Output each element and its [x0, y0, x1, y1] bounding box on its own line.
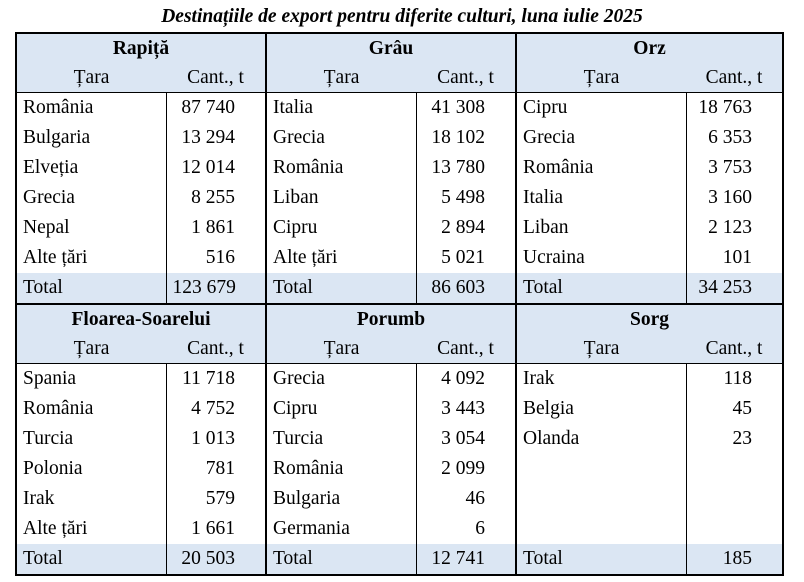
country-cell: România [16, 93, 166, 124]
country-cell: Olanda [516, 424, 686, 454]
total-label: Total [516, 273, 686, 304]
crop-name-cell: Sorg [516, 304, 783, 335]
table-row [16, 454, 783, 484]
quantity-cell: 4 752 [166, 394, 266, 424]
table-row [16, 243, 783, 273]
quantity-cell: 3 054 [416, 424, 516, 454]
country-cell: Germania [266, 514, 416, 544]
total-label: Total [16, 273, 166, 304]
quantity-cell: 2 099 [416, 454, 516, 484]
total-label: Total [16, 544, 166, 575]
total-row [16, 544, 783, 575]
quantity-cell: 5 498 [416, 183, 516, 213]
table-row [16, 123, 783, 153]
country-cell: Turcia [16, 424, 166, 454]
total-value: 20 503 [166, 544, 266, 575]
country-cell: Elveția [16, 153, 166, 183]
country-cell: Belgia [516, 394, 686, 424]
country-header: Țara [16, 335, 166, 364]
country-cell: Bulgaria [266, 484, 416, 514]
country-header: Țara [516, 335, 686, 364]
quantity-cell: 12 014 [166, 153, 266, 183]
quantity-cell: 3 753 [686, 153, 783, 183]
country-cell: Grecia [266, 364, 416, 395]
total-value: 12 741 [416, 544, 516, 575]
country-cell: România [266, 454, 416, 484]
quantity-cell: 101 [686, 243, 783, 273]
quantity-cell: 11 718 [166, 364, 266, 395]
total-value: 34 253 [686, 273, 783, 304]
quantity-cell: 2 123 [686, 213, 783, 243]
quantity-cell: 3 443 [416, 394, 516, 424]
quantity-header: Cant., t [416, 335, 516, 364]
table-body [16, 33, 783, 575]
country-header: Țara [516, 64, 686, 93]
quantity-cell: 2 894 [416, 213, 516, 243]
country-header: Țara [16, 64, 166, 93]
quantity-cell: 87 740 [166, 93, 266, 124]
table-row [16, 514, 783, 544]
country-cell: Alte țări [16, 514, 166, 544]
country-cell: Grecia [16, 183, 166, 213]
quantity-header: Cant., t [416, 64, 516, 93]
country-cell: Cipru [266, 213, 416, 243]
quantity-cell: 45 [686, 394, 783, 424]
quantity-cell: 8 255 [166, 183, 266, 213]
table-row [16, 394, 783, 424]
quantity-cell: 3 160 [686, 183, 783, 213]
country-header: Țara [266, 335, 416, 364]
quantity-cell [686, 484, 783, 514]
total-value: 185 [686, 544, 783, 575]
country-cell: Irak [16, 484, 166, 514]
quantity-cell: 5 021 [416, 243, 516, 273]
country-cell: Bulgaria [16, 123, 166, 153]
table-row [16, 183, 783, 213]
country-cell: Liban [266, 183, 416, 213]
country-cell: România [516, 153, 686, 183]
total-label: Total [266, 544, 416, 575]
country-cell: Cipru [516, 93, 686, 124]
country-cell: Polonia [16, 454, 166, 484]
crop-name-cell: Rapiță [16, 33, 266, 64]
column-header-row [16, 64, 783, 93]
crop-header-row [16, 33, 783, 64]
country-cell: Italia [516, 183, 686, 213]
quantity-cell: 4 092 [416, 364, 516, 395]
country-cell: Spania [16, 364, 166, 395]
quantity-cell: 1 861 [166, 213, 266, 243]
table-row [16, 153, 783, 183]
quantity-cell [686, 454, 783, 484]
country-cell: Cipru [266, 394, 416, 424]
country-cell [516, 484, 686, 514]
quantity-header: Cant., t [686, 64, 783, 93]
country-cell: Alte țări [266, 243, 416, 273]
quantity-cell [686, 514, 783, 544]
country-cell: România [266, 153, 416, 183]
country-cell: România [16, 394, 166, 424]
quantity-header: Cant., t [166, 335, 266, 364]
crop-name-cell: Porumb [266, 304, 516, 335]
total-row [16, 273, 783, 304]
total-label: Total [266, 273, 416, 304]
country-cell: Liban [516, 213, 686, 243]
quantity-cell: 579 [166, 484, 266, 514]
quantity-cell: 118 [686, 364, 783, 395]
country-cell: Ucraina [516, 243, 686, 273]
quantity-cell: 516 [166, 243, 266, 273]
total-value: 86 603 [416, 273, 516, 304]
quantity-cell: 13 780 [416, 153, 516, 183]
country-cell: Nepal [16, 213, 166, 243]
quantity-cell: 6 353 [686, 123, 783, 153]
quantity-cell: 18 102 [416, 123, 516, 153]
quantity-cell: 1 013 [166, 424, 266, 454]
table-row [16, 364, 783, 395]
country-cell: Irak [516, 364, 686, 395]
quantity-cell: 18 763 [686, 93, 783, 124]
country-cell [516, 454, 686, 484]
crop-name-cell: Grâu [266, 33, 516, 64]
quantity-cell: 6 [416, 514, 516, 544]
table-title: Destinațiile de export pentru diferite culturi, luna iulie 2025 [161, 6, 643, 27]
country-header: Țara [266, 64, 416, 93]
table-row [16, 93, 783, 124]
column-header-row [16, 335, 783, 364]
country-cell: Grecia [266, 123, 416, 153]
country-cell: Grecia [516, 123, 686, 153]
crop-name-cell: Floarea-Soarelui [16, 304, 266, 335]
table-row [16, 424, 783, 454]
quantity-cell: 23 [686, 424, 783, 454]
quantity-cell: 781 [166, 454, 266, 484]
country-cell: Turcia [266, 424, 416, 454]
crop-name-cell: Orz [516, 33, 783, 64]
quantity-cell: 46 [416, 484, 516, 514]
quantity-header: Cant., t [686, 335, 783, 364]
quantity-header: Cant., t [166, 64, 266, 93]
quantity-cell: 41 308 [416, 93, 516, 124]
table-row [16, 213, 783, 243]
total-label: Total [516, 544, 686, 575]
country-cell: Italia [266, 93, 416, 124]
table-row [16, 484, 783, 514]
quantity-cell: 1 661 [166, 514, 266, 544]
country-cell: Alte țări [16, 243, 166, 273]
crop-header-row [16, 304, 783, 335]
quantity-cell: 13 294 [166, 123, 266, 153]
export-destinations-table [15, 32, 784, 576]
country-cell [516, 514, 686, 544]
total-value: 123 679 [166, 273, 266, 304]
